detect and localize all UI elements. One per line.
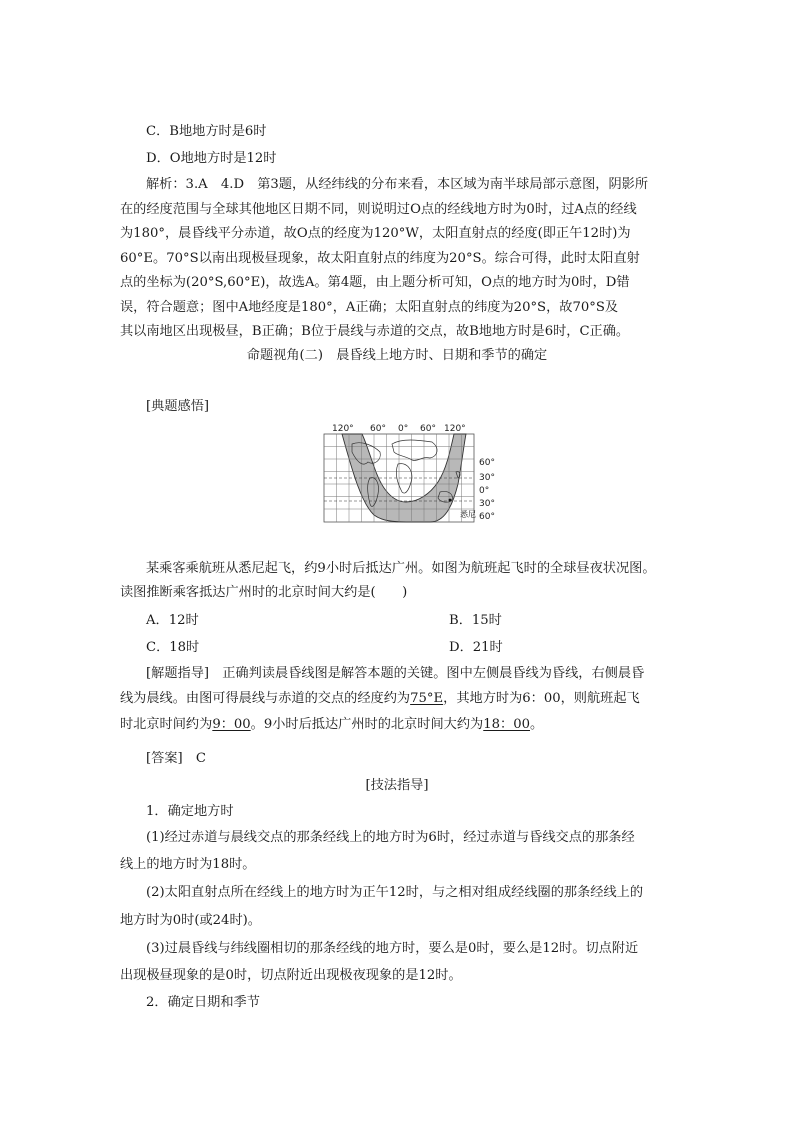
analysis-line-7: 其以南地区出现极昼，B正确；B位于晨线与赤道的交点，故B地地方时是6时，C正确。: [120, 324, 630, 339]
map-top-label-5: 120°: [444, 424, 466, 434]
map-right-label-5: 60°: [479, 512, 495, 522]
question-line-1: 某乘客乘航班从悉尼起飞，约9小时后抵达广州。如图为航班起飞时的全球昼夜状况图。: [146, 561, 656, 576]
map-top-label-3: 0°: [398, 424, 409, 434]
map-top-label-1: 120°: [332, 424, 354, 434]
answer: [答案] C: [146, 751, 206, 766]
guide-line-3-post: 。: [530, 717, 544, 732]
technique-line-5: 地方时为0时(或24时)。: [120, 913, 261, 928]
analysis-line-2: 在的经度范围与全球其他地区日期不同，则说明过O点的经线地方时为0时，过A点的经线: [120, 202, 637, 217]
guide-line-3-mid: 。9小时后抵达广州时的北京时间大约为: [250, 717, 484, 732]
map-right-label-1: 60°: [479, 458, 495, 468]
question-line-2: 读图推断乘客抵达广州时的北京时间大约是( ): [120, 585, 408, 600]
map-top-label-2: 60°: [370, 424, 386, 434]
technique-line-7: 出现极昼现象的是0时，切点附近出现极夜现象的是12时。: [120, 968, 462, 983]
day-night-map: [322, 422, 502, 528]
technique-title: [技法指导]: [365, 778, 429, 793]
analysis-line-4: 60°E。70°S以南出现极昼现象，故太阳直射点的纬度为20°S。综合可得，此时太阳直射: [120, 251, 640, 266]
technique-line-4: (2)太阳直射点所在经线上的地方时为正午12时，与之相对组成经线圈的那条经线上的: [146, 885, 644, 900]
technique-line-8: 2．确定日期和季节: [146, 995, 260, 1010]
option-d-prev: D．O地地方时是12时: [146, 151, 277, 166]
technique-line-1: 1．确定地方时: [146, 804, 234, 819]
map-top-label-4: 60°: [420, 424, 436, 434]
guide-line-2: [120, 690, 640, 708]
option-b: B．15时: [449, 613, 502, 628]
map-right-label-4: 30°: [479, 499, 495, 509]
technique-line-3: 线上的地方时为18时。: [120, 857, 256, 872]
option-a: A．12时: [146, 613, 199, 628]
guide-line-3-pre: 时北京时间约为: [120, 717, 213, 732]
sydney-label: 悉尼: [460, 510, 476, 519]
typical-label: [典题感悟]: [146, 399, 210, 414]
guide-line-2-pre: 线为晨线。由图可得晨线与赤道的交点的经度约为: [120, 691, 411, 706]
option-c: C．18时: [146, 640, 200, 655]
analysis-line-5: 点的坐标为(20°S,60°E)，故选A。第4题，由上题分析可知，O点的地方时为0时，D错: [120, 275, 630, 290]
guide-line-2-post: ，其地方时为6：00，则航班起飞: [443, 691, 640, 706]
technique-line-2: (1)经过赤道与晨线交点的那条经线上的地方时为6时，经过赤道与昏线交点的那条经: [146, 830, 635, 845]
guide-ul-longitude: 75°E: [410, 691, 444, 706]
guide-ul-arrive-time: 18：00: [483, 717, 530, 732]
guide-line-1: [解题指导] 正确判读晨昏线图是解答本题的关键。图中左侧晨昏线为昏线，右侧晨昏: [146, 666, 645, 681]
option-d: D．21时: [449, 640, 503, 655]
analysis-line-3: 为180°，晨昏线平分赤道，故O点的经度为120°W，太阳直射点的经度(即正午12时)为: [120, 226, 631, 241]
sydney-marker: [449, 499, 452, 502]
guide-ul-depart-time: 9：00: [212, 717, 251, 732]
analysis-line-1: 解析：3.A 4.D 第3题，从经纬线的分布来看，本区域为南半球局部示意图，阴影所: [146, 177, 649, 192]
analysis-line-6: 误，符合题意；图中A地经度是180°，A正确；太阳直射点的纬度为20°S，故70°S及: [120, 300, 619, 315]
option-c-prev: C．B地地方时是6时: [146, 124, 267, 139]
section-title: 命题视角(二) 晨昏线上地方时、日期和季节的确定: [246, 348, 548, 363]
guide-line-3: [120, 716, 543, 734]
map-right-label-3: 0°: [479, 486, 490, 496]
map-right-label-2: 30°: [479, 473, 495, 483]
technique-line-6: (3)过晨昏线与纬线圈相切的那条经线的地方时，要么是0时，要么是12时。切点附近: [146, 941, 639, 956]
